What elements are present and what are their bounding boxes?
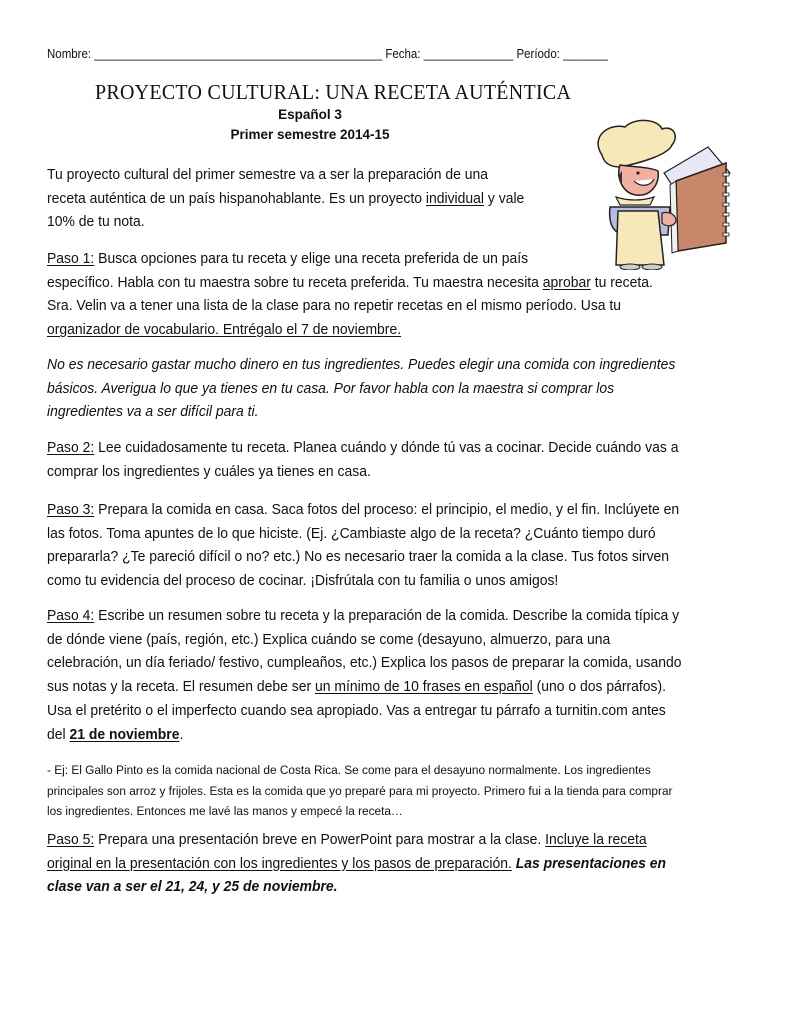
paso-4-paragraph [47,605,735,747]
document-title: PROYECTO CULTURAL: UNA RECETA AUTÉNTICA [95,80,572,104]
chef-reading-cookbook-icon [580,115,750,270]
example-paragraph [47,760,749,822]
date-blank: ______________ [423,47,514,61]
intro-line: 10% de tu nota. [47,214,145,231]
paso-line [47,829,735,853]
emphasis-aprobar: aprobar [542,274,591,291]
example-line: principales son arroz y frijoles. Esta es la comida que yo preparé para mi proyecto. Primero fui a la tienda para comprar [47,783,673,798]
note-line: ingredientes va a ser difícil para ti. [47,404,259,421]
name-label: Nombre: [47,47,92,61]
text: Lee cuidadosamente tu receta. Planea cuándo y dónde tú vas a cocinar. Decide cuándo vas a [94,440,679,456]
paso-line [47,724,735,748]
paso-1-paragraph [47,248,735,343]
paso-4-label: Paso 4: [47,608,95,624]
paso-line: Sra. Velin va a tener una lista de la clase para no repetir recetas en el mismo período. Usa tu [47,298,622,315]
text: tu receta. [590,274,653,291]
paso-2-paragraph [47,437,735,484]
course-subtitle: Español 3 [278,107,342,122]
paso-line [47,499,735,523]
text: Busca opciones para tu receta y elige una receta preferida de un país [94,251,529,267]
paso-3-paragraph [47,499,735,594]
paso-5-label: Paso 5: [47,832,95,848]
paso-5-paragraph [47,829,735,900]
emphasis-include-recipe-cont: original en la presentación con los ingredientes y los pasos de preparación. [47,855,512,872]
emphasis-include-recipe: Incluye la receta [545,832,647,848]
paso-1-label: Paso 1: [47,251,95,267]
intro-paragraph [47,164,570,235]
text: Prepara una presentación breve en PowerPoint para mostrar a la clase. [94,832,546,848]
date-label: Fecha: [385,47,421,61]
emphasis-min-sentences: un mínimo de 10 frases en español [315,679,533,696]
paso-line [47,272,735,296]
example-line: - Ej: El Gallo Pinto es la comida nacional de Costa Rica. Se come para el desayuno normalmente. Los ingredientes [47,763,651,777]
period-label: Período: [516,47,560,61]
text: y vale [484,190,525,207]
paso-2-label: Paso 2: [47,440,95,456]
text: sus notas y la receta. El resumen debe ser [47,679,316,696]
student-info-line [47,47,608,61]
text: Escribe un resumen sobre tu receta y la preparación de la comida. Describe la comida típica y [94,608,680,624]
example-line: los ingredientes. Entonces me lavé las manos y empecé la receta… [47,804,403,819]
paso-line [47,676,735,700]
paso-line: Usa el pretérito o el imperfecto cuando sea apropiado. Vas a entregar tu párrafo a turnitin.com antes [47,702,666,719]
period-blank: _______ [563,47,608,61]
paso-line: comprar los ingredientes y cuáles ya tienes en casa. [47,463,371,480]
paso-line: de dónde viene (país, región, etc.) Explica cuándo se come (desayuno, almuerzo, para una [47,631,611,648]
paso-line [47,853,735,877]
paso-3-label: Paso 3: [47,502,95,518]
paso-line: prepararla? ¿Te pareció difícil o no? etc.) No es necesario traer la comida a la clase. Tus fotos sirven [47,549,670,566]
paso-line: las fotos. Toma apuntes de lo que hiciste. (Ej. ¿Cambiaste algo de la receta? ¿Cuánto tiempo duró [47,525,656,542]
presentation-dates-cont: clase van a ser el 21, 24, y 25 de noviembre. [47,879,338,896]
text: receta auténtica de un país hispanohablante. Es un proyecto [47,190,426,207]
name-blank: _____________________________________________ [94,47,383,61]
paso-line [47,605,735,629]
paso-line [47,437,735,461]
paso-line: celebración, un día feriado/ festivo, cumpleaños, etc.) Explica los pasos de preparar la comida, usando [47,655,682,672]
deadline-vocabulary: organizador de vocabulario. Entrégalo el 7 de noviembre. [47,322,402,339]
deadline-summary: 21 de noviembre [69,726,180,743]
text: del [47,726,70,743]
paso-line [47,248,735,272]
intro-line: Tu proyecto cultural del primer semestre va a ser la preparación de una [47,167,489,183]
presentation-dates: Las presentaciones en [511,855,667,872]
text: . [179,726,184,743]
intro-line [47,188,570,212]
budget-note-paragraph [47,354,735,425]
text: específico. Habla con tu maestra sobre tu receta preferida. Tu maestra necesita [47,274,543,291]
paso-line: como tu evidencia del proceso de cocinar. ¡Disfrútala con tu familia o unos amigos! [47,573,559,590]
note-line: básicos. Averigua lo que ya tienes en tu casa. Por favor habla con la maestra si comprar los [47,380,615,397]
emphasis-individual: individual [425,190,485,207]
term-subtitle: Primer semestre 2014-15 [230,127,390,142]
note-line: No es necesario gastar mucho dinero en tus ingredientes. Puedes elegir una comida con ingredientes [47,357,676,373]
text: Prepara la comida en casa. Saca fotos del proceso: el principio, el medio, y el fin. Inclúyete en [94,502,680,518]
text: (uno o dos párrafos). [532,679,667,696]
